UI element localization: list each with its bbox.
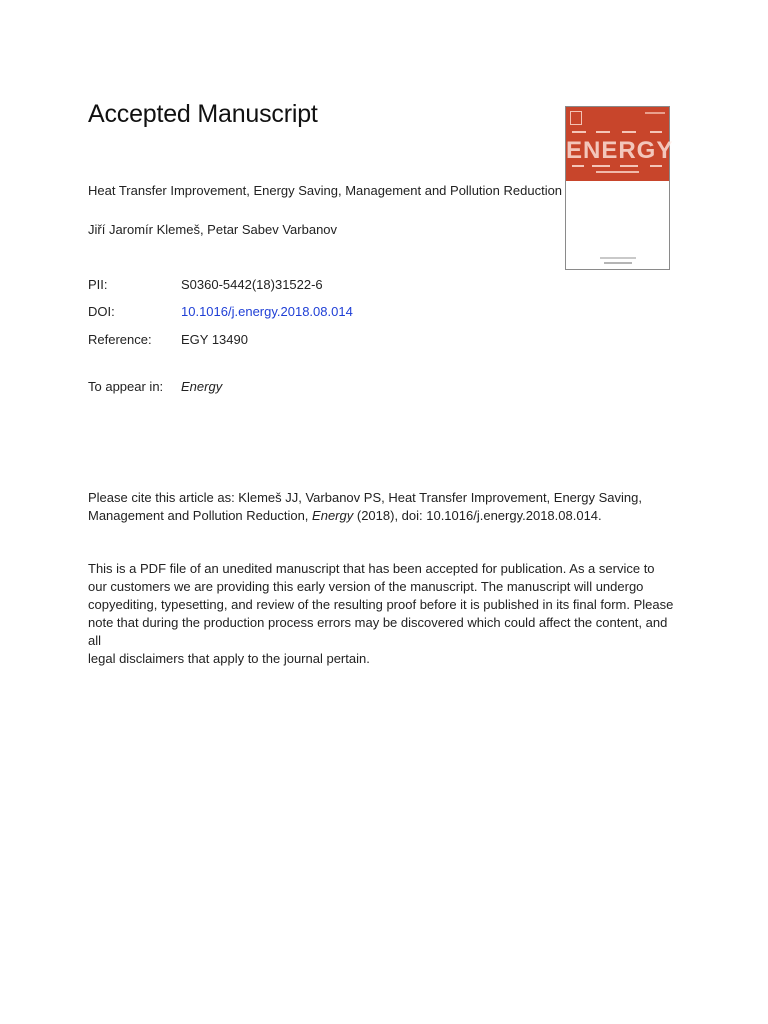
cover-section-bar	[622, 131, 636, 133]
disclaimer-line: This is a PDF file of an unedited manuscript that has been accepted for publication. As a service to	[88, 561, 655, 576]
publisher-logo-icon	[570, 111, 582, 125]
citation-paragraph	[88, 489, 678, 525]
page-heading: Accepted Manuscript	[88, 100, 318, 128]
cover-publisher-line	[604, 262, 632, 264]
reference-value: EGY 13490	[181, 332, 248, 347]
cover-footer-line	[600, 257, 636, 259]
cover-journal-word: ENERGY	[566, 137, 674, 164]
cover-banner	[566, 107, 674, 181]
cover-section-bar	[620, 165, 638, 167]
appear-in-label: To appear in:	[88, 379, 164, 394]
cover-issue-line	[645, 112, 665, 114]
article-authors: Jiří Jaromír Klemeš, Petar Sabev Varbanov	[88, 222, 338, 237]
cover-section-bar	[592, 165, 610, 167]
disclaimer-line: note that during the production process errors may be discovered which could affect the content, and all	[88, 615, 668, 648]
cover-section-bar	[572, 165, 584, 167]
disclaimer-line: our customers we are providing this early version of the manuscript. The manuscript will undergo	[88, 579, 644, 594]
cover-section-bar	[650, 131, 662, 133]
pii-value: S0360-5442(18)31522-6	[181, 277, 323, 292]
cover-section-bar	[572, 131, 586, 133]
cover-section-bar	[650, 165, 662, 167]
pii-label: PII:	[88, 277, 108, 292]
journal-name: Energy	[181, 379, 223, 394]
citation-line: Management and Pollution Reduction, Energy (2018), doi: 10.1016/j.energy.2018.08.014.	[88, 508, 602, 523]
disclaimer-line: legal disclaimers that apply to the journal pertain.	[88, 651, 370, 666]
reference-label: Reference:	[88, 332, 152, 347]
cover-subtitle-line	[596, 171, 639, 173]
citation-line: Please cite this article as: Klemeš JJ, Varbanov PS, Heat Transfer Improvement, Energy Saving,	[88, 490, 642, 505]
doi-label: DOI:	[88, 304, 115, 319]
article-title: Heat Transfer Improvement, Energy Saving, Management and Pollution Reduction	[88, 183, 563, 198]
doi-link[interactable]: 10.1016/j.energy.2018.08.014	[181, 304, 353, 319]
disclaimer-line: copyediting, typesetting, and review of the resulting proof before it is published in its final form. Please	[88, 597, 674, 612]
citation-journal: Energy	[312, 508, 354, 523]
journal-cover-image	[565, 106, 674, 270]
disclaimer-paragraph	[88, 560, 678, 668]
cover-section-bar	[596, 131, 610, 133]
